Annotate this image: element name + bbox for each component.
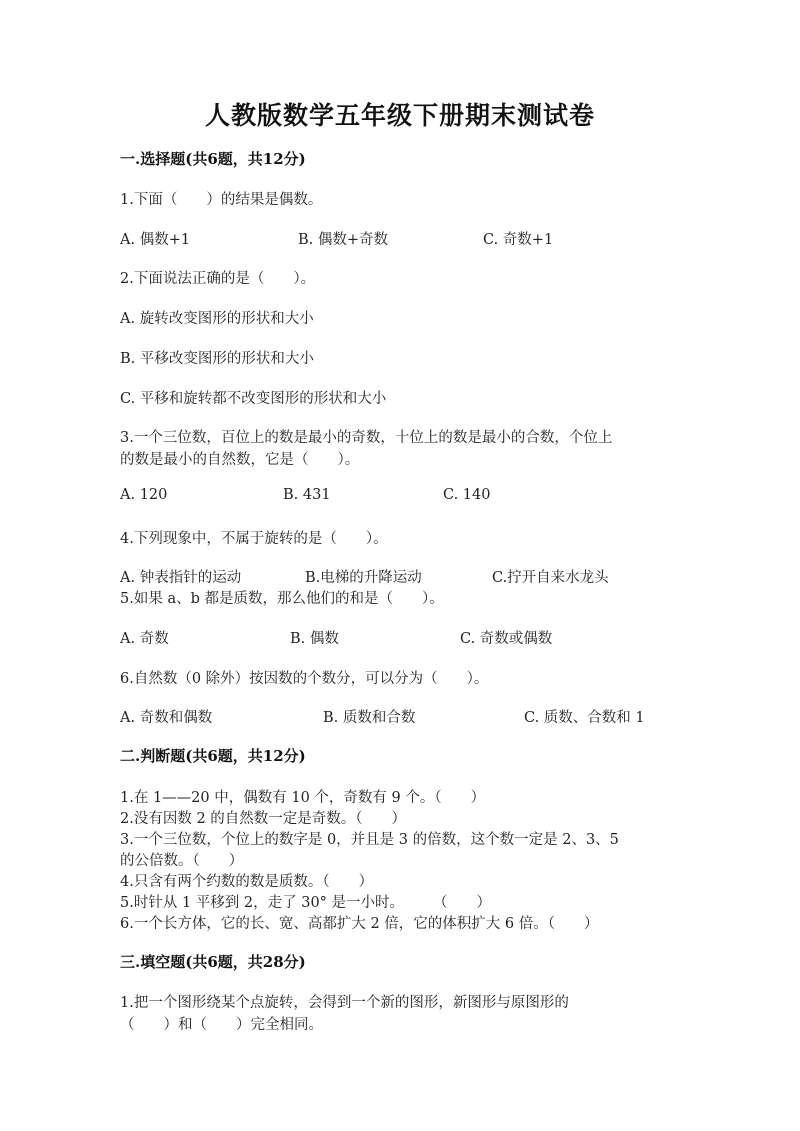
q3-option-a: A. 120 <box>120 487 168 503</box>
q2-option-c: C. 平移和旋转都不改变图形的形状和大小 <box>120 391 387 407</box>
q1-option-b: B. 偶数+奇数 <box>298 232 389 248</box>
question-1-text: 1.下面（ ）的结果是偶数。 <box>120 192 323 208</box>
question-3-text-line2: 的数是最小的自然数，它是（ ）。 <box>120 452 360 468</box>
q3-option-b: B. 431 <box>283 487 331 503</box>
q1-option-a: A. 偶数+1 <box>120 232 191 248</box>
q5-option-a: A. 奇数 <box>120 631 169 647</box>
fill-question-1-line2: （ ）和（ ）完全相同。 <box>120 1017 323 1033</box>
q3-option-c: C. 140 <box>443 487 491 503</box>
q6-option-a: A. 奇数和偶数 <box>120 710 213 726</box>
judge-item-5: 5.时针从 1 平移到 2，走了 30° 是一小时。 （ ） <box>120 895 492 911</box>
judge-item-4: 4.只含有两个约数的数是质数。（ ） <box>120 874 374 890</box>
q4-option-c: C.拧开自来水龙头 <box>492 570 609 586</box>
q1-option-c: C. 奇数+1 <box>483 232 554 248</box>
judge-item-3-line1: 3.一个三位数，个位上的数字是 0，并且是 3 的倍数，这个数一定是 2、3、5 <box>120 832 619 848</box>
question-2-text: 2.下面说法正确的是（ ）。 <box>120 271 316 287</box>
q4-option-b: B.电梯的升降运动 <box>305 570 422 586</box>
fill-question-1-line1: 1.把一个图形绕某个点旋转，会得到一个新的图形，新图形与原图形的 <box>120 995 569 1011</box>
q4-option-a: A. 钟表指针的运动 <box>120 570 242 586</box>
section-heading-judge: 二.判断题(共6题，共12分) <box>120 747 306 765</box>
judge-item-2: 2.没有因数 2 的自然数一定是奇数。（ ） <box>120 811 407 827</box>
q6-option-b: B. 质数和合数 <box>323 710 416 726</box>
page-title: 人教版数学五年级下册期末测试卷 <box>204 101 595 130</box>
judge-item-1: 1.在 1——20 中，偶数有 10 个，奇数有 9 个。（ ） <box>120 790 486 806</box>
q6-option-c: C. 质数、合数和 1 <box>524 710 645 726</box>
q5-option-b: B. 偶数 <box>290 631 339 647</box>
judge-item-6: 6.一个长方体，它的长、宽、高都扩大 2 倍，它的体积扩大 6 倍。（ ） <box>120 916 599 932</box>
q5-option-c: C. 奇数或偶数 <box>460 631 553 647</box>
question-5-text: 5.如果 a、b 都是质数，那么他们的和是（ ）。 <box>120 591 444 607</box>
question-6-text: 6.自然数（0 除外）按因数的个数分，可以分为（ ）。 <box>120 671 489 687</box>
question-4-text: 4.下列现象中，不属于旋转的是（ ）。 <box>120 531 388 547</box>
section-heading-fill: 三.填空题(共6题，共28分) <box>120 953 306 971</box>
q2-option-a: A. 旋转改变图形的形状和大小 <box>120 311 314 327</box>
section-heading-choice: 一.选择题(共6题，共12分) <box>120 150 306 168</box>
question-3-text-line1: 3.一个三位数，百位上的数是最小的奇数，十位上的数是最小的合数，个位上 <box>120 430 613 446</box>
judge-item-3-line2: 的公倍数。（ ） <box>120 853 244 869</box>
q2-option-b: B. 平移改变图形的形状和大小 <box>120 351 314 367</box>
